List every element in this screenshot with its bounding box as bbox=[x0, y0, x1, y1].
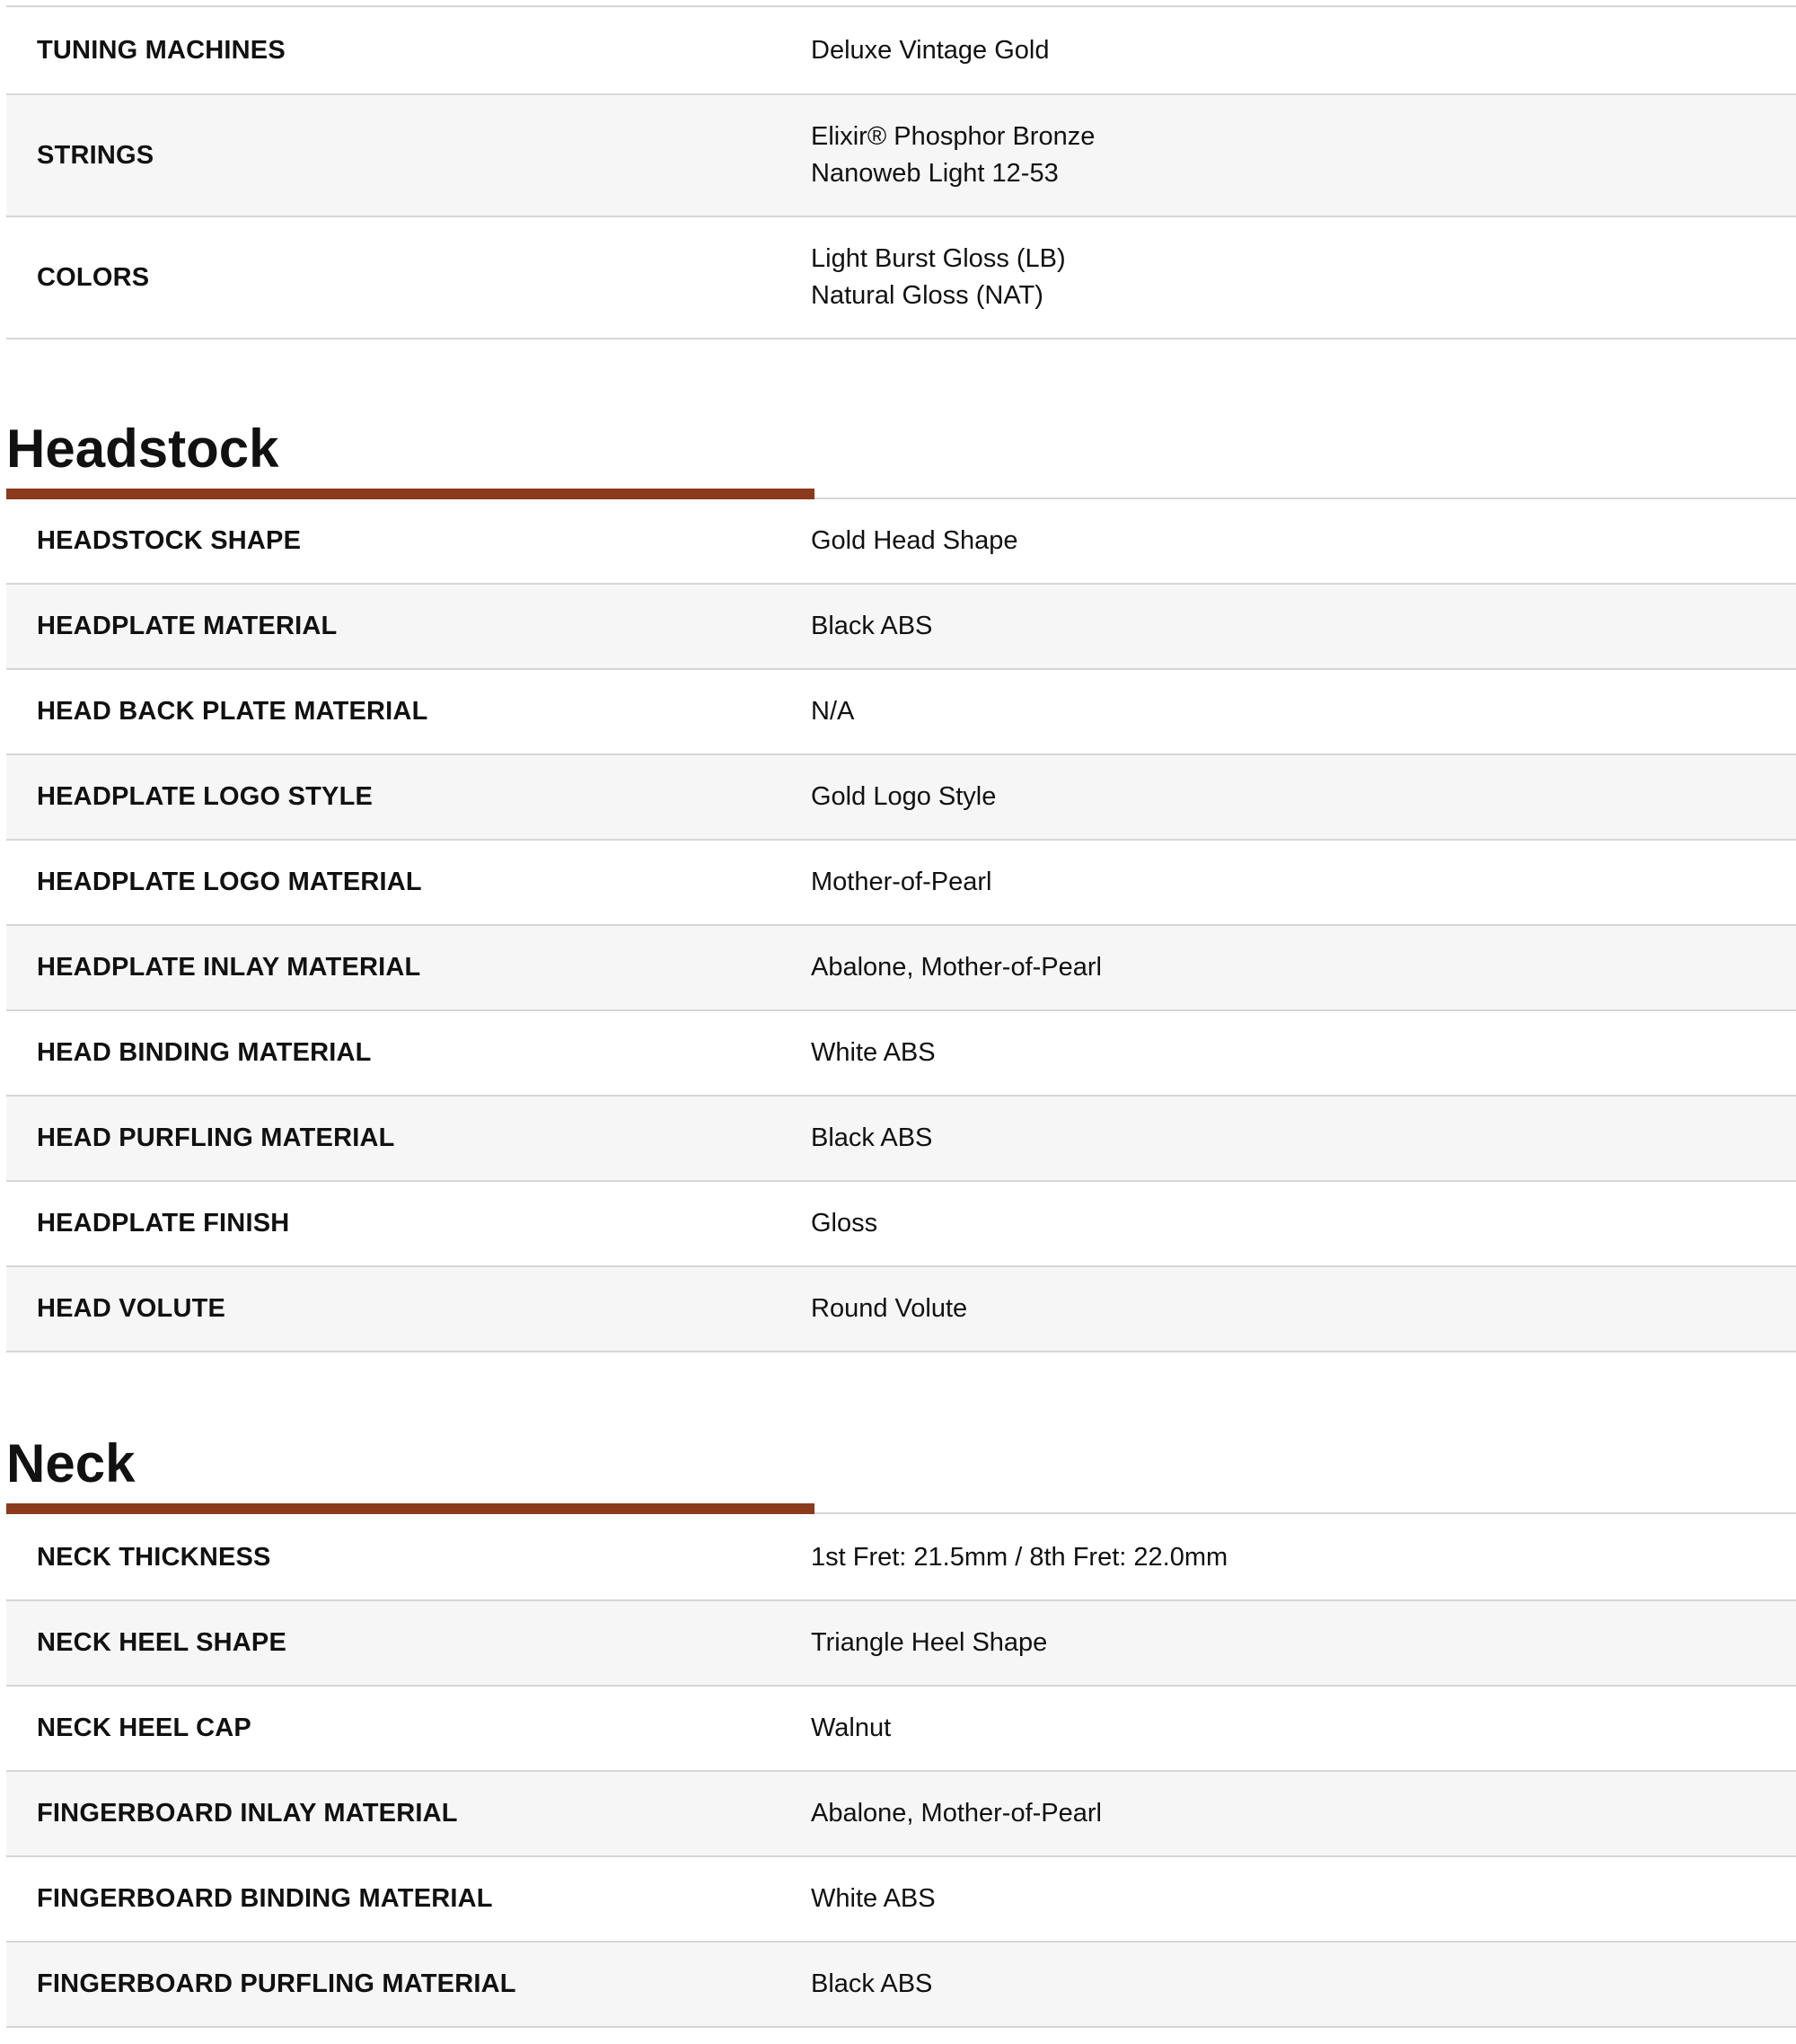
spec-label: HEADPLATE INLAY MATERIAL bbox=[37, 953, 421, 982]
spec-row bbox=[6, 926, 1796, 1011]
spec-row bbox=[6, 1011, 1796, 1097]
section-divider bbox=[814, 1512, 1796, 1514]
spec-row bbox=[6, 1857, 1796, 1943]
spec-label: COLORS bbox=[37, 262, 150, 292]
spec-row bbox=[6, 1516, 1796, 1601]
spec-value bbox=[811, 119, 1796, 192]
spec-label: STRINGS bbox=[37, 140, 154, 170]
spec-value bbox=[811, 241, 1796, 314]
spec-row-colors bbox=[6, 217, 1796, 339]
spec-row bbox=[6, 499, 1796, 585]
section-title: Headstock bbox=[6, 418, 279, 479]
neck-spec-table bbox=[6, 1516, 1796, 2028]
spec-value: Round Volute bbox=[811, 1294, 968, 1323]
spec-label: NECK THICKNESS bbox=[37, 1543, 271, 1572]
spec-row-tuning-machines bbox=[6, 7, 1796, 95]
spec-value: White ABS bbox=[811, 1884, 936, 1913]
spec-label: TUNING MACHINES bbox=[37, 35, 286, 65]
spec-label: HEADSTOCK SHAPE bbox=[37, 526, 302, 555]
spec-label: FINGERBOARD PURFLING MATERIAL bbox=[37, 1969, 516, 1998]
spec-row bbox=[6, 755, 1796, 841]
spec-value: Gold Head Shape bbox=[811, 526, 1018, 555]
section-accent-rule bbox=[6, 1503, 814, 1514]
spec-value-line: Light Burst Gloss (LB) bbox=[811, 244, 1066, 273]
spec-label: HEADPLATE FINISH bbox=[37, 1209, 290, 1238]
headstock-section-header bbox=[6, 418, 1796, 501]
spec-label: NECK HEEL SHAPE bbox=[37, 1628, 287, 1657]
spec-label: HEADPLATE LOGO MATERIAL bbox=[37, 868, 422, 896]
spec-value: Mother-of-Pearl bbox=[811, 868, 992, 896]
spec-value-line: Deluxe Vintage Gold bbox=[811, 35, 1050, 65]
spec-row bbox=[6, 1601, 1796, 1687]
spec-label: NECK HEEL CAP bbox=[37, 1714, 251, 1742]
spec-row bbox=[6, 1687, 1796, 1772]
spec-row bbox=[6, 670, 1796, 755]
spec-value: Triangle Heel Shape bbox=[811, 1628, 1048, 1657]
spec-row bbox=[6, 1097, 1796, 1182]
spec-value-line: Natural Gloss (NAT) bbox=[811, 281, 1043, 310]
spec-row bbox=[6, 585, 1796, 670]
spec-row bbox=[6, 1182, 1796, 1267]
spec-label: HEADPLATE LOGO STYLE bbox=[37, 782, 374, 811]
spec-value: 1st Fret: 21.5mm / 8th Fret: 22.0mm bbox=[811, 1543, 1228, 1572]
neck-section-header bbox=[6, 1433, 1796, 1516]
spec-value: N/A bbox=[811, 697, 855, 726]
spec-label: FINGERBOARD INLAY MATERIAL bbox=[37, 1799, 458, 1828]
spec-value-line: Elixir® Phosphor Bronze bbox=[811, 122, 1096, 151]
headstock-spec-table bbox=[6, 499, 1796, 1352]
section-title: Neck bbox=[6, 1433, 136, 1493]
spec-row bbox=[6, 1943, 1796, 2028]
spec-label: HEADPLATE MATERIAL bbox=[37, 612, 338, 640]
spec-label: HEAD PURFLING MATERIAL bbox=[37, 1123, 395, 1152]
spec-label: HEAD VOLUTE bbox=[37, 1294, 226, 1323]
spec-row bbox=[6, 1772, 1796, 1857]
spec-value: White ABS bbox=[811, 1038, 936, 1067]
spec-row bbox=[6, 1267, 1796, 1352]
spec-value: Walnut bbox=[811, 1714, 892, 1742]
spec-row-strings bbox=[6, 95, 1796, 217]
spec-value bbox=[811, 32, 1796, 69]
spec-label: HEAD BACK PLATE MATERIAL bbox=[37, 697, 428, 726]
spec-value: Gold Logo Style bbox=[811, 782, 997, 811]
section-accent-rule bbox=[6, 489, 814, 499]
spec-label: HEAD BINDING MATERIAL bbox=[37, 1038, 372, 1067]
spec-value: Abalone, Mother-of-Pearl bbox=[811, 953, 1102, 982]
spec-label: FINGERBOARD BINDING MATERIAL bbox=[37, 1884, 493, 1913]
spec-value: Black ABS bbox=[811, 612, 933, 640]
spec-value: Gloss bbox=[811, 1209, 878, 1238]
spec-value: Abalone, Mother-of-Pearl bbox=[811, 1799, 1102, 1828]
spec-value-line: Nanoweb Light 12-53 bbox=[811, 159, 1059, 188]
spec-row bbox=[6, 841, 1796, 926]
spec-value: Black ABS bbox=[811, 1969, 933, 1998]
spec-value: Black ABS bbox=[811, 1123, 933, 1152]
top-spec-table bbox=[6, 5, 1796, 339]
